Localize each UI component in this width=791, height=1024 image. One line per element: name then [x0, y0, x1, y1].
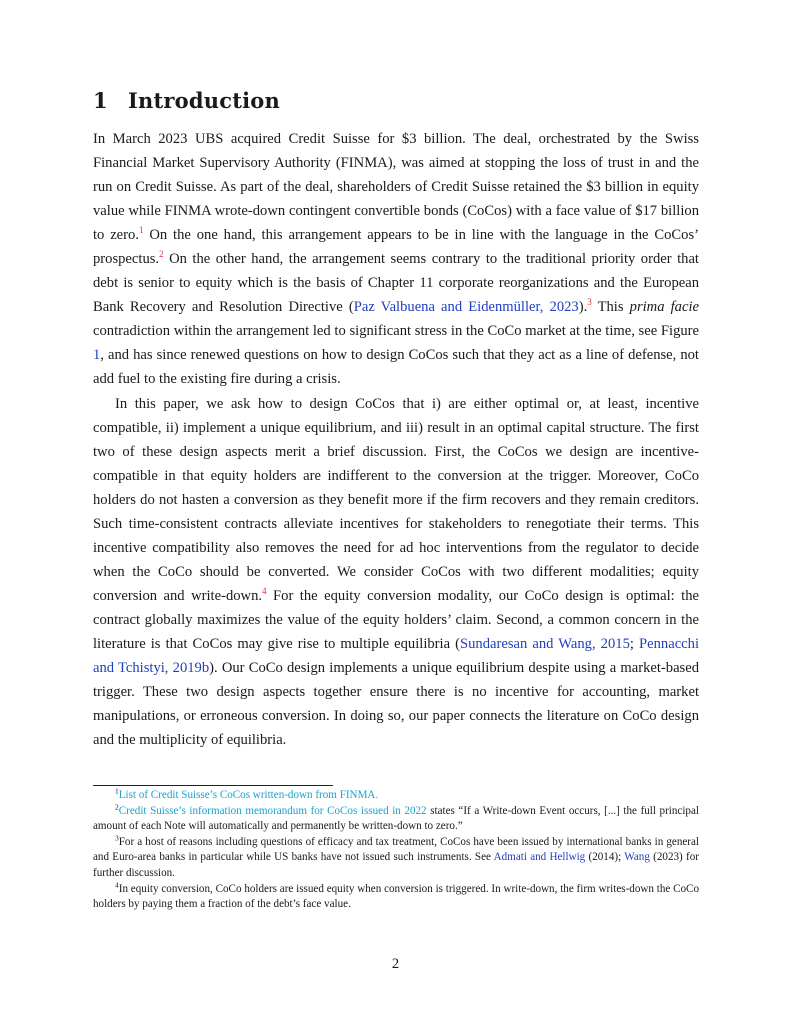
- text-run: ;: [618, 851, 625, 864]
- text-run: For the equity conversion modality, our CoCo design is optimal: the contract globally maximizes the value of the equity holders’ claim. Second, a common concern in the literature is that CoCos may give rise to multiple equilibria (: [93, 587, 700, 652]
- text-run: ;: [629, 635, 640, 652]
- text-run: , and has since renewed questions on how to design CoCos such that they act as a line of defense, not add fuel to the existing fire during a crisis.: [93, 347, 699, 388]
- text-run: (2023): [649, 851, 683, 864]
- footnote-ref-1[interactable]: 1: [138, 225, 144, 236]
- section-title: Introduction: [128, 88, 280, 113]
- paragraph-1: [93, 127, 699, 392]
- footnotes: [93, 788, 699, 913]
- italic-phrase: prima facie: [629, 299, 699, 316]
- footnote-divider: [93, 785, 333, 786]
- footnote-mark: 3: [115, 833, 119, 843]
- footnote-1: [93, 788, 699, 804]
- text-run: states “If a Write-down Event occurs, [...] the full principal amount of each Note will automatically and permanently be written-down to zero.”: [93, 804, 699, 833]
- text-run: For a host of reasons including questions of efficacy and tax treatment, CoCos have been issued by international banks in general and Euro-area banks in particular while US banks have not issued such instruments. See: [93, 835, 699, 864]
- text-run: On the one hand, this arrangement appears to be in line with the language in the CoCos’ prospectus.: [93, 227, 699, 268]
- footnote-ref-2[interactable]: 2: [159, 249, 164, 260]
- body-text: [93, 127, 699, 752]
- citation-pennacchi-tchistyi[interactable]: Pennacchi and Tchistyi, 2019b: [93, 635, 700, 677]
- footnote-4: [93, 879, 699, 913]
- text-run: This: [591, 299, 630, 316]
- section-heading: [93, 88, 280, 113]
- text-run: In March 2023 UBS acquired Credit Suisse for $3 billion. The deal, orchestrated by the Swiss Financial Market Supervisory Authority (FINMA), was aimed at stopping the loss of trust in and the run on Credit Suisse. As part of the deal, shareholders of Credit Suisse retained the $3 billion in equity value while FINMA wrote-down contingent convertible bonds (CoCos) with a face value of $17 billion to zero.: [93, 131, 699, 244]
- footnote-mark: 1: [115, 786, 119, 796]
- figure-ref-1[interactable]: 1: [93, 347, 101, 364]
- footnote-3: [93, 835, 699, 882]
- footnote-ref-4[interactable]: 4: [262, 586, 267, 597]
- text-run: In equity conversion, CoCo holders are issued equity when conversion is triggered. In write-down, the firm writes-down the CoCo holders by paying them a fraction of the debt’s face value.: [93, 882, 699, 911]
- text-run: ).: [578, 299, 588, 316]
- footnote-2: [93, 801, 699, 835]
- citation-wang[interactable]: Wang: [624, 851, 650, 864]
- text-run: In this paper, we ask how to design CoCos that i) are either optimal or, at least, incentive compatible, ii) implement a unique equilibrium, and iii) result in an optimal capital structure. The first two of these design aspects merit a brief discussion. First, the CoCos we design are incentive-compatible in that equity holders are indifferent to the conversion at the trigger. Moreover, CoCo holders do not hasten a conversion as they benefit more if the firm recovers and they remain creditors. Such time-consistent contracts alleviate incentives for stakeholders to renegotiate their terms. This incentive compatibility also removes the need for ad hoc interventions from the regulator to decide when the CoCo should be converted. We consider CoCos with two different modalities; equity conversion and write-down.: [93, 395, 699, 604]
- citation-paz-valbuena[interactable]: Paz Valbuena and Eidenmüller, 2023: [353, 299, 579, 316]
- text-run: contradiction within the arrangement led to significant stress in the CoCo market at the time, see Figure: [93, 323, 699, 340]
- footnote-mark: 4: [115, 879, 119, 889]
- memorandum-link[interactable]: Credit Suisse’s information memorandum for CoCos issued in 2022: [118, 804, 427, 817]
- citation-sundaresan-wang[interactable]: Sundaresan and Wang, 2015: [460, 635, 630, 652]
- text-run: On the other hand, the arrangement seems contrary to the traditional priority order that debt is senior to equity which is the basis of Chapter 11 corporate reorganizations and the European Bank Recovery and Resolution Directive (: [93, 251, 699, 316]
- text-run: ). Our CoCo design implements a unique equilibrium despite using a market-based trigger. These two design aspects together ensure there is no incentive for accounting, market manipulations, or erroneous conversion. In doing so, our paper connects the literature on CoCo design and the multiplicity of equilibria.: [93, 660, 700, 749]
- citation-admati-hellwig[interactable]: Admati and Hellwig: [493, 851, 586, 864]
- section-number: 1: [93, 88, 108, 113]
- footnote-mark: 2: [115, 801, 119, 811]
- footnote-ref-3[interactable]: 3: [587, 297, 592, 308]
- page-number: 2: [391, 956, 400, 972]
- paragraph-2: [93, 392, 699, 753]
- finma-cocos-link[interactable]: List of Credit Suisse’s CoCos written-down from FINMA.: [118, 789, 379, 801]
- text-run: (2014): [585, 851, 619, 864]
- text-run: for further discussion.: [93, 851, 699, 879]
